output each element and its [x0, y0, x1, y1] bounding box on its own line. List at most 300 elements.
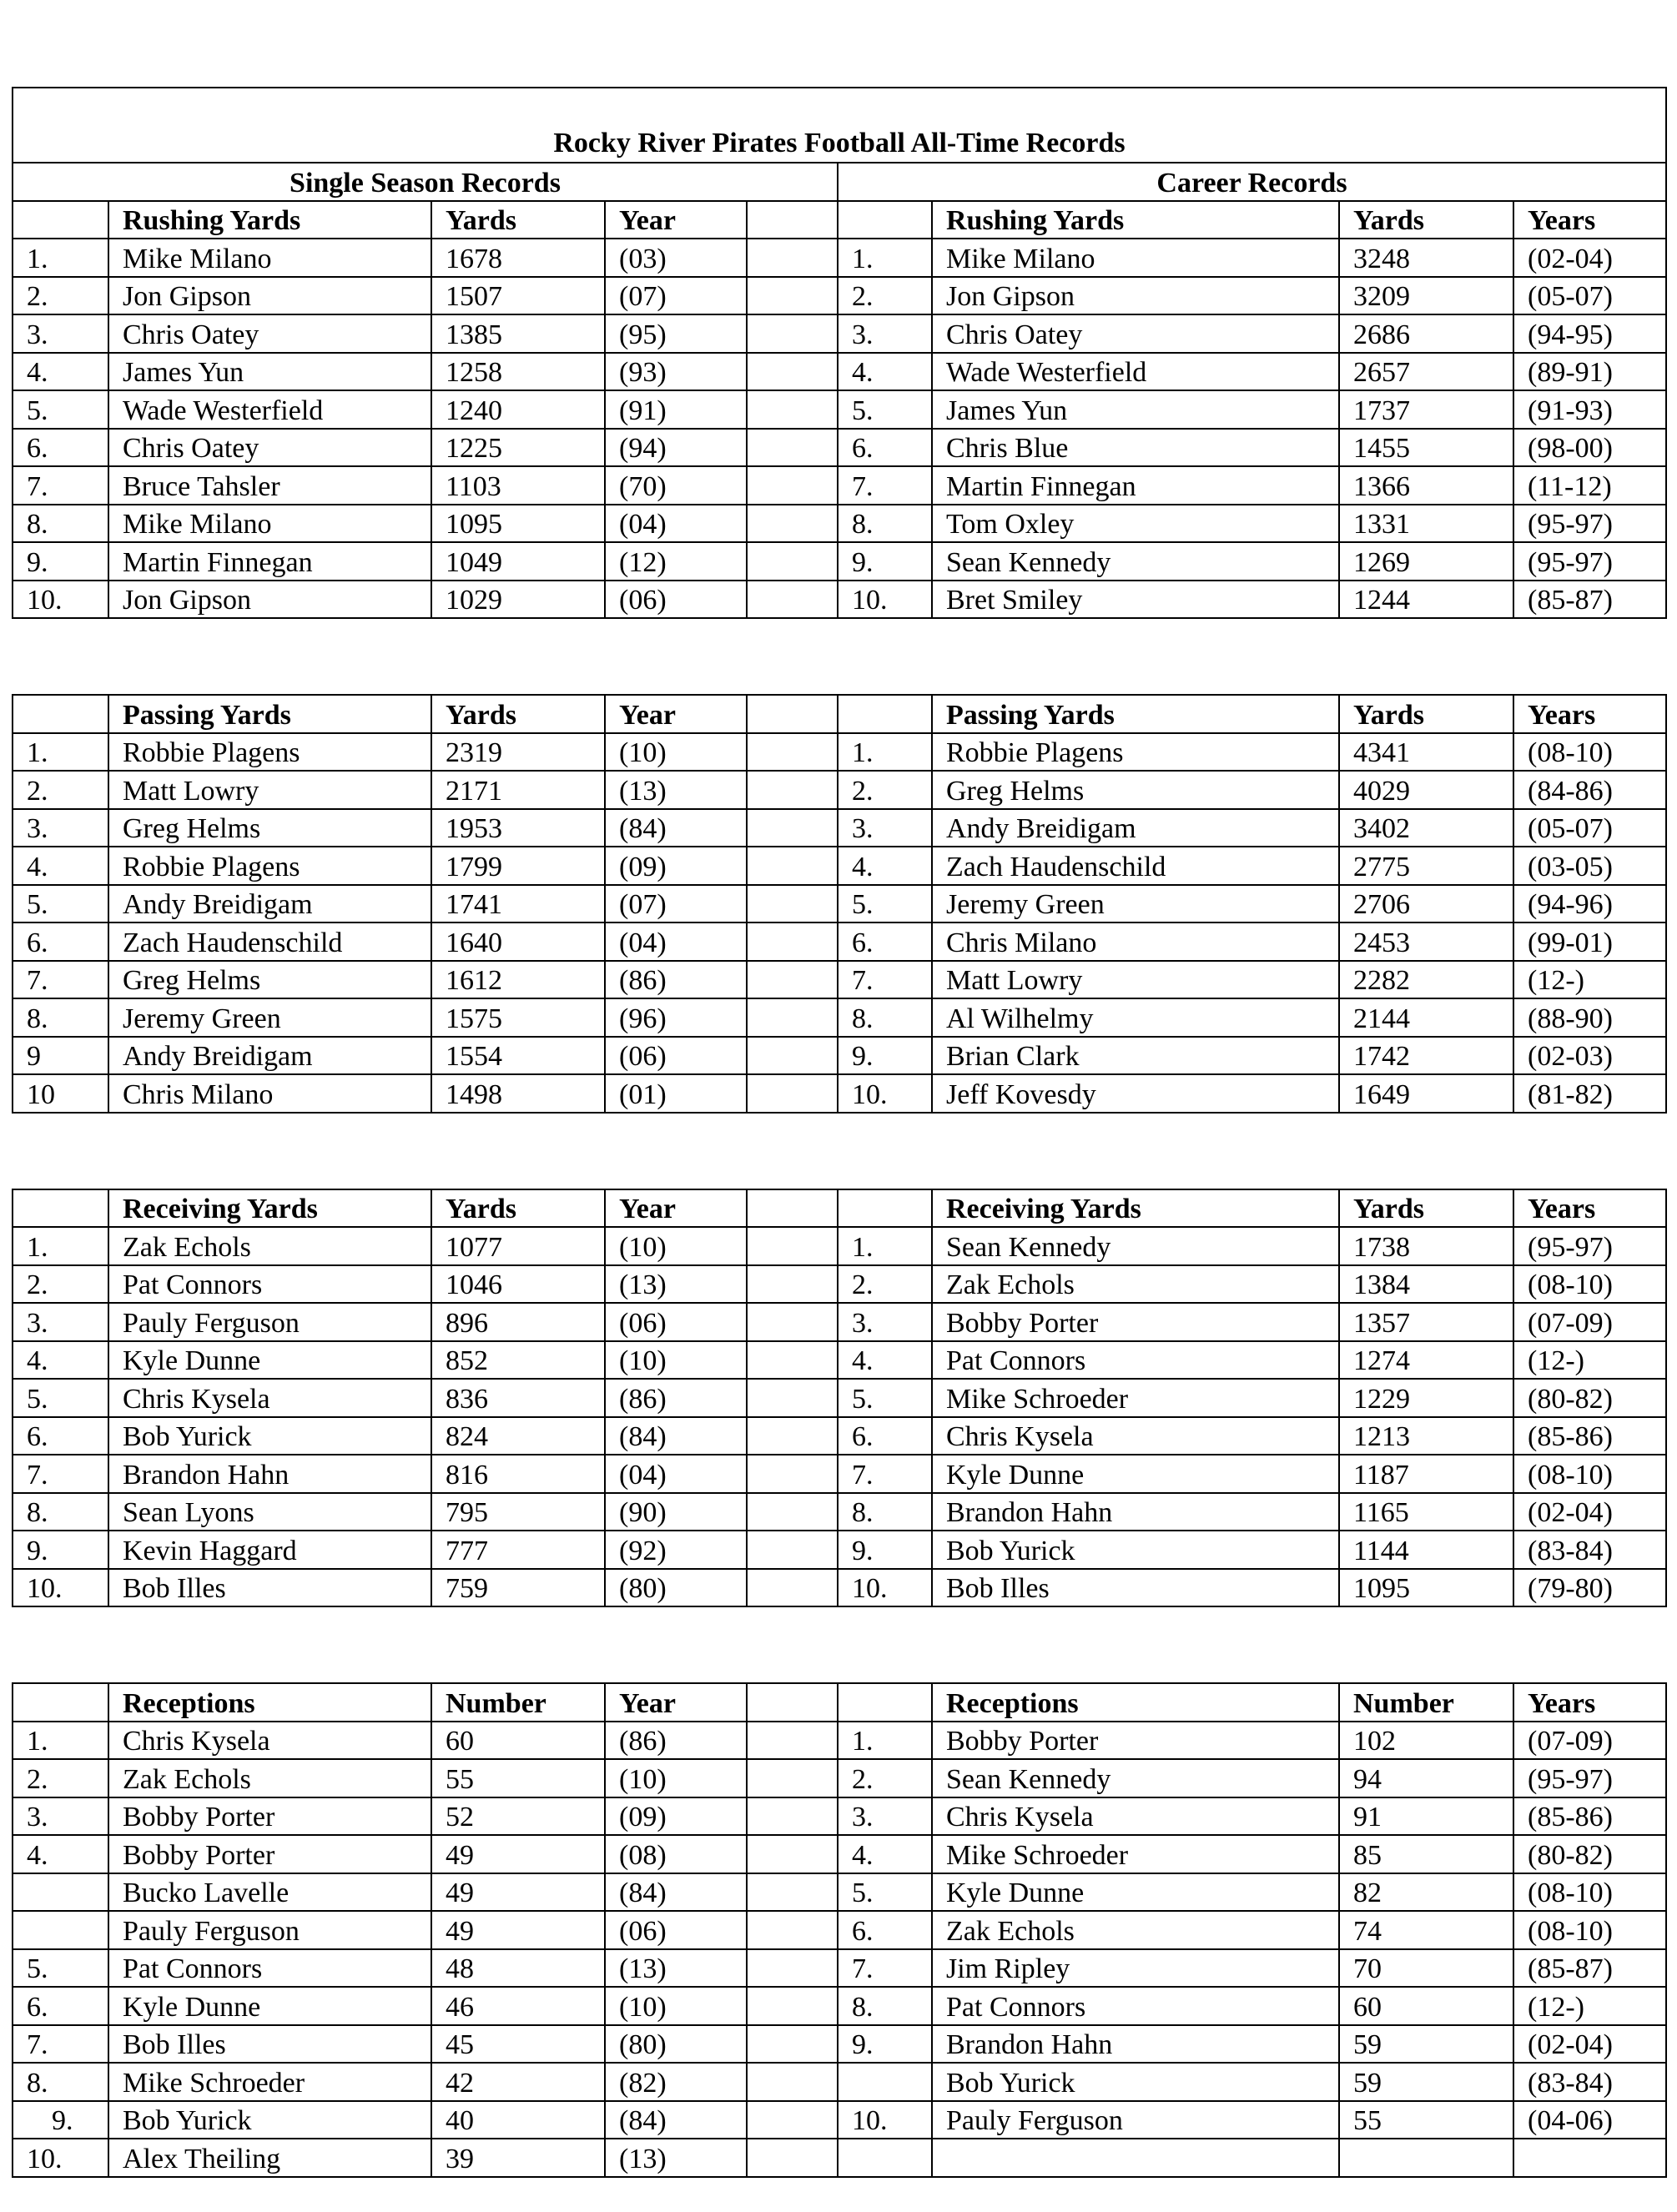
- single-player: Chris Kysela: [108, 1379, 431, 1417]
- career-years: (11-12): [1513, 466, 1666, 505]
- single-value: 1953: [431, 809, 605, 847]
- table-row: [13, 1911, 1666, 1949]
- single-player: Kyle Dunne: [108, 1987, 431, 2025]
- spacer-cell: [747, 1949, 838, 1988]
- single-value: 1612: [431, 961, 605, 999]
- single-player: Chris Oatey: [108, 314, 431, 353]
- career-value: 82: [1339, 1873, 1513, 1912]
- career-value: 1357: [1339, 1303, 1513, 1341]
- table-row: [13, 1417, 1666, 1455]
- single-year: (94): [605, 429, 747, 467]
- section-gap: [13, 1113, 1666, 1189]
- table-row: [13, 1341, 1666, 1380]
- career-rank: 4.: [838, 847, 932, 885]
- career-rank: 3.: [838, 809, 932, 847]
- table-row: [13, 1949, 1666, 1988]
- table-row: [13, 1873, 1666, 1912]
- single-year: (06): [605, 581, 747, 619]
- career-player: Jim Ripley: [932, 1949, 1339, 1988]
- career-value: 1384: [1339, 1265, 1513, 1304]
- career-years: (85-87): [1513, 1949, 1666, 1988]
- career-rank: 3.: [838, 1797, 932, 1836]
- career-years-header: Years: [1513, 695, 1666, 733]
- career-player: Mike Milano: [932, 239, 1339, 277]
- career-player: [932, 2139, 1339, 2177]
- spacer-cell: [747, 771, 838, 809]
- single-season-label: Single Season Records: [13, 163, 838, 201]
- career-player: Mike Schroeder: [932, 1379, 1339, 1417]
- single-rank: 8.: [13, 505, 108, 543]
- single-rank: 10.: [13, 1569, 108, 1607]
- single-value: 1046: [431, 1265, 605, 1304]
- table-row: [13, 353, 1666, 391]
- career-value: 1738: [1339, 1227, 1513, 1265]
- career-years: (95-97): [1513, 1227, 1666, 1265]
- single-rank: 2.: [13, 771, 108, 809]
- rank-header: [838, 695, 932, 733]
- spacer-cell: [747, 733, 838, 772]
- career-rank: 5.: [838, 1379, 932, 1417]
- single-rank: 1.: [13, 239, 108, 277]
- single-rank: 5.: [13, 885, 108, 923]
- career-years: (83-84): [1513, 2063, 1666, 2101]
- spacer-cell: [747, 961, 838, 999]
- career-rank: 10.: [838, 2101, 932, 2139]
- career-rank: [838, 2063, 932, 2101]
- single-year: (90): [605, 1493, 747, 1531]
- single-value: 2171: [431, 771, 605, 809]
- single-player: Bob Yurick: [108, 2101, 431, 2139]
- title-row: [13, 88, 1666, 163]
- career-value-header: Number: [1339, 1683, 1513, 1722]
- single-player: Zak Echols: [108, 1227, 431, 1265]
- rank-header: [838, 1189, 932, 1228]
- career-rank: 6.: [838, 429, 932, 467]
- single-player: Robbie Plagens: [108, 847, 431, 885]
- table-row: [13, 1759, 1666, 1797]
- single-rank: 6.: [13, 1987, 108, 2025]
- table-row: [13, 885, 1666, 923]
- spacer-cell: [747, 1797, 838, 1836]
- single-player: Jon Gipson: [108, 581, 431, 619]
- single-player: Martin Finnegan: [108, 542, 431, 581]
- single-year-header: Year: [605, 1189, 747, 1228]
- career-rank: 10.: [838, 1074, 932, 1113]
- records-table: [12, 87, 1667, 2178]
- single-value: 1258: [431, 353, 605, 391]
- career-value: 1213: [1339, 1417, 1513, 1455]
- career-years: (95-97): [1513, 542, 1666, 581]
- career-years: (07-09): [1513, 1722, 1666, 1760]
- career-rank: 7.: [838, 1455, 932, 1493]
- spacer-cell: [747, 2025, 838, 2064]
- career-years: (85-86): [1513, 1797, 1666, 1836]
- spacer-cell: [747, 239, 838, 277]
- single-rank: 9.: [13, 2101, 108, 2139]
- single-rank: 4.: [13, 1341, 108, 1380]
- career-value: 1165: [1339, 1493, 1513, 1531]
- single-value: 1240: [431, 390, 605, 429]
- table-row: [13, 1265, 1666, 1304]
- single-year: (80): [605, 2025, 747, 2064]
- spacer-cell: [747, 314, 838, 353]
- single-year: (80): [605, 1569, 747, 1607]
- single-rank: 3.: [13, 1797, 108, 1836]
- career-years: (80-82): [1513, 1379, 1666, 1417]
- single-rank: 8.: [13, 1493, 108, 1531]
- spacer-cell: [747, 2139, 838, 2177]
- single-player: Mike Milano: [108, 239, 431, 277]
- single-value: 1049: [431, 542, 605, 581]
- single-year: (84): [605, 809, 747, 847]
- spacer-cell: [747, 542, 838, 581]
- career-rank: 8.: [838, 1493, 932, 1531]
- single-value: 795: [431, 1493, 605, 1531]
- single-value-header: Number: [431, 1683, 605, 1722]
- single-player: Chris Oatey: [108, 429, 431, 467]
- career-player: Tom Oxley: [932, 505, 1339, 543]
- table-row: [13, 2101, 1666, 2139]
- career-value: 1455: [1339, 429, 1513, 467]
- single-year: (09): [605, 1797, 747, 1836]
- single-player: Greg Helms: [108, 809, 431, 847]
- single-year: (01): [605, 1074, 747, 1113]
- career-rank: 3.: [838, 1303, 932, 1341]
- career-years: (05-07): [1513, 277, 1666, 315]
- table-row: [13, 1303, 1666, 1341]
- table-row: [13, 809, 1666, 847]
- single-player: Jon Gipson: [108, 277, 431, 315]
- career-value: 85: [1339, 1835, 1513, 1873]
- career-years: (12-): [1513, 1341, 1666, 1380]
- header-row: [13, 695, 1666, 733]
- single-rank: 9.: [13, 1531, 108, 1569]
- career-player: Bobby Porter: [932, 1722, 1339, 1760]
- single-rank: 7.: [13, 2025, 108, 2064]
- single-player: Kyle Dunne: [108, 1341, 431, 1380]
- spacer-cell: [747, 695, 838, 733]
- single-value: 49: [431, 1911, 605, 1949]
- career-years: (94-96): [1513, 885, 1666, 923]
- single-player: Pauly Ferguson: [108, 1911, 431, 1949]
- single-rank: 8.: [13, 2063, 108, 2101]
- single-rank: 6.: [13, 1417, 108, 1455]
- career-rank: 1.: [838, 1722, 932, 1760]
- table-row: [13, 466, 1666, 505]
- single-year: (13): [605, 1265, 747, 1304]
- career-years: (08-10): [1513, 1911, 1666, 1949]
- career-years: (08-10): [1513, 733, 1666, 772]
- career-years: (84-86): [1513, 771, 1666, 809]
- career-value: 2282: [1339, 961, 1513, 999]
- single-category-header: Receiving Yards: [108, 1189, 431, 1228]
- single-category-header: Passing Yards: [108, 695, 431, 733]
- career-player: Kyle Dunne: [932, 1455, 1339, 1493]
- spacer-cell: [747, 201, 838, 239]
- single-value-header: Yards: [431, 1189, 605, 1228]
- career-rank: 6.: [838, 1911, 932, 1949]
- single-value: 896: [431, 1303, 605, 1341]
- table-row: [13, 1722, 1666, 1760]
- career-player: Chris Kysela: [932, 1417, 1339, 1455]
- career-value: 91: [1339, 1797, 1513, 1836]
- single-value: 1640: [431, 923, 605, 961]
- career-value: 55: [1339, 2101, 1513, 2139]
- single-value: 836: [431, 1379, 605, 1417]
- single-value: 1799: [431, 847, 605, 885]
- career-years: (91-93): [1513, 390, 1666, 429]
- career-years: (02-04): [1513, 1493, 1666, 1531]
- single-year: (07): [605, 885, 747, 923]
- career-rank: 8.: [838, 998, 932, 1037]
- single-rank: 6.: [13, 429, 108, 467]
- single-value: 46: [431, 1987, 605, 2025]
- table-row: [13, 2139, 1666, 2177]
- single-year: (13): [605, 2139, 747, 2177]
- single-value: 40: [431, 2101, 605, 2139]
- career-years: (02-03): [1513, 1037, 1666, 1075]
- career-years-header: Years: [1513, 201, 1666, 239]
- career-player: Pauly Ferguson: [932, 2101, 1339, 2139]
- single-year: (84): [605, 2101, 747, 2139]
- career-category-header: Receptions: [932, 1683, 1339, 1722]
- spacer-cell: [747, 1531, 838, 1569]
- career-rank: 2.: [838, 1759, 932, 1797]
- career-player: Jeff Kovesdy: [932, 1074, 1339, 1113]
- career-player: Jon Gipson: [932, 277, 1339, 315]
- career-player: Brian Clark: [932, 1037, 1339, 1075]
- spacer-cell: [747, 1265, 838, 1304]
- single-player: Bob Illes: [108, 2025, 431, 2064]
- single-value: 1498: [431, 1074, 605, 1113]
- spacer-cell: [747, 1037, 838, 1075]
- single-year: (10): [605, 1987, 747, 2025]
- table-row: [13, 581, 1666, 619]
- spacer-cell: [747, 923, 838, 961]
- single-value: 1077: [431, 1227, 605, 1265]
- gap-cell: [13, 618, 1666, 695]
- header-row: [13, 1189, 1666, 1228]
- career-years: (95-97): [1513, 505, 1666, 543]
- single-rank: 2.: [13, 277, 108, 315]
- single-rank: 2.: [13, 1265, 108, 1304]
- career-years: (02-04): [1513, 2025, 1666, 2064]
- table-row: [13, 277, 1666, 315]
- career-years: (98-00): [1513, 429, 1666, 467]
- single-player: Alex Theiling: [108, 2139, 431, 2177]
- table-row: [13, 961, 1666, 999]
- single-year: (08): [605, 1835, 747, 1873]
- section-gap: [13, 618, 1666, 695]
- spacer-cell: [747, 809, 838, 847]
- career-rank: 9.: [838, 542, 932, 581]
- career-years: (08-10): [1513, 1873, 1666, 1912]
- single-player: Pauly Ferguson: [108, 1303, 431, 1341]
- single-player: Jeremy Green: [108, 998, 431, 1037]
- table-row: [13, 314, 1666, 353]
- single-value-header: Yards: [431, 201, 605, 239]
- single-rank: 7.: [13, 961, 108, 999]
- spacer-cell: [747, 1227, 838, 1265]
- career-player: Bobby Porter: [932, 1303, 1339, 1341]
- single-category-header: Receptions: [108, 1683, 431, 1722]
- career-years: (05-07): [1513, 809, 1666, 847]
- career-rank: 7.: [838, 1949, 932, 1988]
- single-value: 1741: [431, 885, 605, 923]
- single-rank: 7.: [13, 1455, 108, 1493]
- career-value: 3402: [1339, 809, 1513, 847]
- career-player: Chris Blue: [932, 429, 1339, 467]
- career-rank: 4.: [838, 1341, 932, 1380]
- career-player: Sean Kennedy: [932, 1227, 1339, 1265]
- career-years: (12-): [1513, 1987, 1666, 2025]
- single-rank: 3.: [13, 809, 108, 847]
- career-player: James Yun: [932, 390, 1339, 429]
- career-years: (81-82): [1513, 1074, 1666, 1113]
- table-row: [13, 1987, 1666, 2025]
- rank-header: [838, 201, 932, 239]
- spacer-cell: [747, 1074, 838, 1113]
- table-row: [13, 1835, 1666, 1873]
- rank-header: [13, 1683, 108, 1722]
- career-value: 1229: [1339, 1379, 1513, 1417]
- spacer-cell: [747, 885, 838, 923]
- single-rank: 7.: [13, 466, 108, 505]
- career-value: 2144: [1339, 998, 1513, 1037]
- single-value: 1554: [431, 1037, 605, 1075]
- single-year: (84): [605, 1873, 747, 1912]
- career-value: 1274: [1339, 1341, 1513, 1380]
- career-value: 60: [1339, 1987, 1513, 2025]
- spacer-cell: [747, 1189, 838, 1228]
- career-years: (02-04): [1513, 239, 1666, 277]
- single-player: Bruce Tahsler: [108, 466, 431, 505]
- spacer-cell: [747, 1835, 838, 1873]
- table-row: [13, 1037, 1666, 1075]
- career-rank: 9.: [838, 2025, 932, 2064]
- single-year: (12): [605, 542, 747, 581]
- single-rank: 1.: [13, 733, 108, 772]
- single-value: 1385: [431, 314, 605, 353]
- single-player: Chris Milano: [108, 1074, 431, 1113]
- spacer-cell: [747, 1493, 838, 1531]
- gap-cell: [13, 1113, 1666, 1189]
- single-year: (91): [605, 390, 747, 429]
- single-player: Brandon Hahn: [108, 1455, 431, 1493]
- rank-header: [838, 1683, 932, 1722]
- spacer-cell: [747, 847, 838, 885]
- single-rank: 5.: [13, 1379, 108, 1417]
- single-player: Andy Breidigam: [108, 1037, 431, 1075]
- career-player: Greg Helms: [932, 771, 1339, 809]
- career-player: Zach Haudenschild: [932, 847, 1339, 885]
- header-row: [13, 201, 1666, 239]
- career-rank: 9.: [838, 1531, 932, 1569]
- career-years: (08-10): [1513, 1265, 1666, 1304]
- single-value: 49: [431, 1873, 605, 1912]
- career-value: 3209: [1339, 277, 1513, 315]
- single-value: 1225: [431, 429, 605, 467]
- single-value: 39: [431, 2139, 605, 2177]
- career-years: (79-80): [1513, 1569, 1666, 1607]
- single-year: (13): [605, 1949, 747, 1988]
- career-rank: 4.: [838, 1835, 932, 1873]
- career-years: (85-86): [1513, 1417, 1666, 1455]
- career-player: Zak Echols: [932, 1265, 1339, 1304]
- single-rank: 9: [13, 1037, 108, 1075]
- spacer-cell: [747, 581, 838, 619]
- table-row: [13, 429, 1666, 467]
- spacer-cell: [747, 1417, 838, 1455]
- career-player: Martin Finnegan: [932, 466, 1339, 505]
- single-value: 1678: [431, 239, 605, 277]
- table-row: [13, 1531, 1666, 1569]
- single-year: (70): [605, 466, 747, 505]
- career-years: (88-90): [1513, 998, 1666, 1037]
- career-years: (07-09): [1513, 1303, 1666, 1341]
- single-value: 48: [431, 1949, 605, 1988]
- header-row: [13, 1683, 1666, 1722]
- career-years-header: Years: [1513, 1189, 1666, 1228]
- table-row: [13, 1797, 1666, 1836]
- single-year: (03): [605, 239, 747, 277]
- career-years: (08-10): [1513, 1455, 1666, 1493]
- single-year: (86): [605, 961, 747, 999]
- career-rank: 6.: [838, 923, 932, 961]
- single-player: Matt Lowry: [108, 771, 431, 809]
- single-player: Bobby Porter: [108, 1797, 431, 1836]
- career-player: Matt Lowry: [932, 961, 1339, 999]
- single-player: Robbie Plagens: [108, 733, 431, 772]
- career-years: (83-84): [1513, 1531, 1666, 1569]
- career-rank: 4.: [838, 353, 932, 391]
- career-rank: 7.: [838, 961, 932, 999]
- page-title: Rocky River Pirates Football All-Time Records: [13, 88, 1666, 163]
- career-value: 1095: [1339, 1569, 1513, 1607]
- career-value: 2706: [1339, 885, 1513, 923]
- single-year: (10): [605, 733, 747, 772]
- career-value: 2453: [1339, 923, 1513, 961]
- single-player: James Yun: [108, 353, 431, 391]
- single-rank: 10: [13, 1074, 108, 1113]
- career-player: Sean Kennedy: [932, 542, 1339, 581]
- career-label: Career Records: [838, 163, 1666, 201]
- career-years: (99-01): [1513, 923, 1666, 961]
- spacer-cell: [747, 1759, 838, 1797]
- single-year: (13): [605, 771, 747, 809]
- single-value: 759: [431, 1569, 605, 1607]
- table-row: [13, 505, 1666, 543]
- single-rank: 6.: [13, 923, 108, 961]
- single-value: 1575: [431, 998, 605, 1037]
- spacer-cell: [747, 1341, 838, 1380]
- spacer-cell: [747, 1873, 838, 1912]
- single-value: 45: [431, 2025, 605, 2064]
- table-row: [13, 2025, 1666, 2064]
- career-player: Zak Echols: [932, 1911, 1339, 1949]
- single-year: (82): [605, 2063, 747, 2101]
- career-value: [1339, 2139, 1513, 2177]
- career-years: [1513, 2139, 1666, 2177]
- single-year: (10): [605, 1341, 747, 1380]
- career-rank: 5.: [838, 390, 932, 429]
- single-year: (07): [605, 277, 747, 315]
- table-row: [13, 771, 1666, 809]
- career-value: 1737: [1339, 390, 1513, 429]
- single-player: Bobby Porter: [108, 1835, 431, 1873]
- table-row: [13, 390, 1666, 429]
- spacer-cell: [747, 1379, 838, 1417]
